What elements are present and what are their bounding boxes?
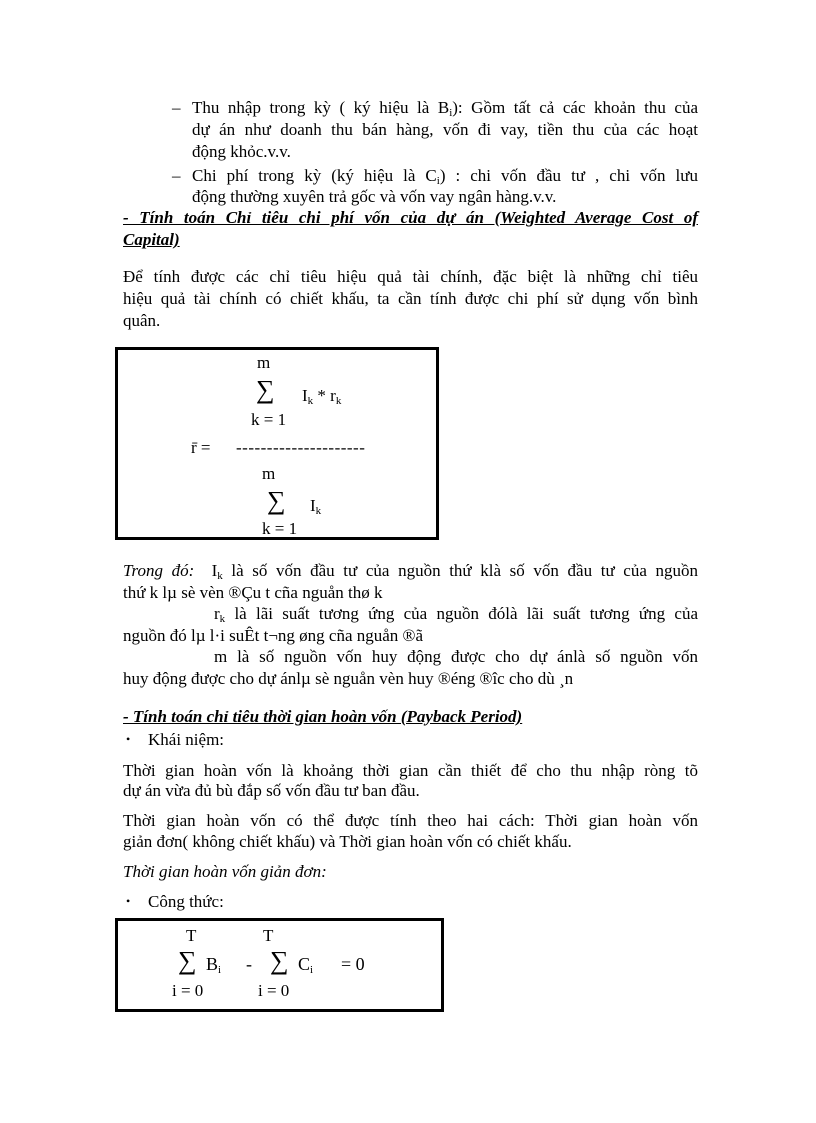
sum-lower-limit-2: i = 0 [258, 981, 290, 1000]
bullet-concept: Khái niệm: [148, 730, 225, 749]
section-heading-wacc-line-1: - Tính toán Chỉ tiêu chi phí vốn của dự án (Weighted Average Cost of [123, 208, 698, 227]
subheading-simple-payback: Thời gian hoàn vốn giản đơn: [123, 862, 327, 881]
fraction-bar: --------------------- [236, 438, 366, 457]
sum-lower-limit-1: i = 0 [172, 981, 204, 1000]
list-item-1-line-2: dự án như doanh thu bán hàng, vốn đi vay, tiền thu của các hoạt [192, 120, 698, 139]
where-line-2: thứ k lµ sè vèn ®Çu t cña nguån thø k [123, 583, 383, 602]
sum-upper-limit-numerator: m [257, 353, 271, 372]
bullet-dot-1: • [126, 732, 131, 746]
list-dash-2: – [172, 166, 181, 185]
where-line-4: nguồn đó lµ l·i suÊt t¬ng øng cña nguån ®ã [123, 626, 424, 645]
term-c: $C_i$ [298, 954, 314, 976]
sigma-1: ∑ [178, 946, 197, 975]
list-item-1-line-3: động khỏc.v.v. [192, 142, 291, 161]
paragraph-2-line-2: dự án vừa đủ bù đắp số vốn đầu tư ban đầu. [123, 781, 420, 800]
list-item-1-line-1: Thu nhập trong kỳ ( ký hiệu là $B_i$): Gồm tất cả các khoản thu của [192, 98, 698, 119]
paragraph-1-line-3: quân. [123, 311, 161, 330]
paragraph-3-line-2: giản đơn( không chiết khấu) và Thời gian hoàn vốn có chiết khấu. [123, 832, 572, 851]
sum-lower-limit-denominator: k = 1 [262, 519, 298, 538]
list-item-2-line-2: động thường xuyên trả gốc và vốn vay ngân hàng.v.v. [192, 187, 557, 206]
sigma-numerator: ∑ [256, 375, 275, 404]
bullet-formula: Công thức: [148, 892, 224, 911]
equals-zero: = 0 [341, 954, 365, 974]
where-line-5: m là số nguồn vốn huy động được cho dự ánlà số nguồn vốn [214, 647, 698, 666]
list-dash-1: – [172, 98, 181, 117]
denominator-term: $I_k$ [310, 496, 322, 517]
sum-upper-limit-denominator: m [262, 464, 276, 483]
term-b: $B_i$ [206, 954, 222, 976]
minus-sign: - [246, 954, 252, 974]
sum-upper-limit-1: T [186, 926, 197, 945]
paragraph-1-line-2: hiệu quả tài chính có chiết khấu, ta cần tính được chi phí sử dụng vốn bình [123, 289, 698, 308]
list-item-2-line-1: Chi phí trong kỳ (ký hiệu là $C_i$) : chi vốn đầu tư , chi vốn lưu [192, 166, 698, 187]
sum-lower-limit-numerator: k = 1 [251, 410, 287, 429]
sigma-2: ∑ [270, 946, 289, 975]
where-line-1: Trong đó: $I_k$ là số vốn đầu tư của nguồn thứ klà số vốn đầu tư của nguồn [123, 561, 699, 582]
section-heading-wacc-line-2: Capital) [123, 230, 180, 249]
where-line-3: $r_k$ là lãi suất tương ứng của nguồn đólà lãi suất tương ứng của [214, 604, 698, 625]
paragraph-2-line-1: Thời gian hoàn vốn là khoảng thời gian cần thiết để cho thu nhập ròng tõ [123, 761, 698, 780]
formula-lhs: r̄ = [191, 438, 211, 457]
paragraph-1-line-1: Để tính được các chỉ tiêu hiệu quả tài chính, đặc biệt là những chỉ tiêu [123, 267, 698, 286]
where-line-6: huy động được cho dự ánlµ sè nguån vèn huy ®éng ®îc cho dù ¸n [123, 669, 574, 688]
paragraph-3-line-1: Thời gian hoàn vốn có thể được tính theo hai cách: Thời gian hoàn vốn [123, 811, 698, 830]
sum-upper-limit-2: T [263, 926, 274, 945]
sigma-denominator: ∑ [267, 486, 286, 515]
section-heading-payback: - Tính toán chỉ tiêu thời gian hoàn vốn (Payback Period) [123, 707, 523, 726]
bullet-dot-2: • [126, 894, 131, 908]
numerator-term: $I_k * r_k$ [302, 386, 342, 407]
